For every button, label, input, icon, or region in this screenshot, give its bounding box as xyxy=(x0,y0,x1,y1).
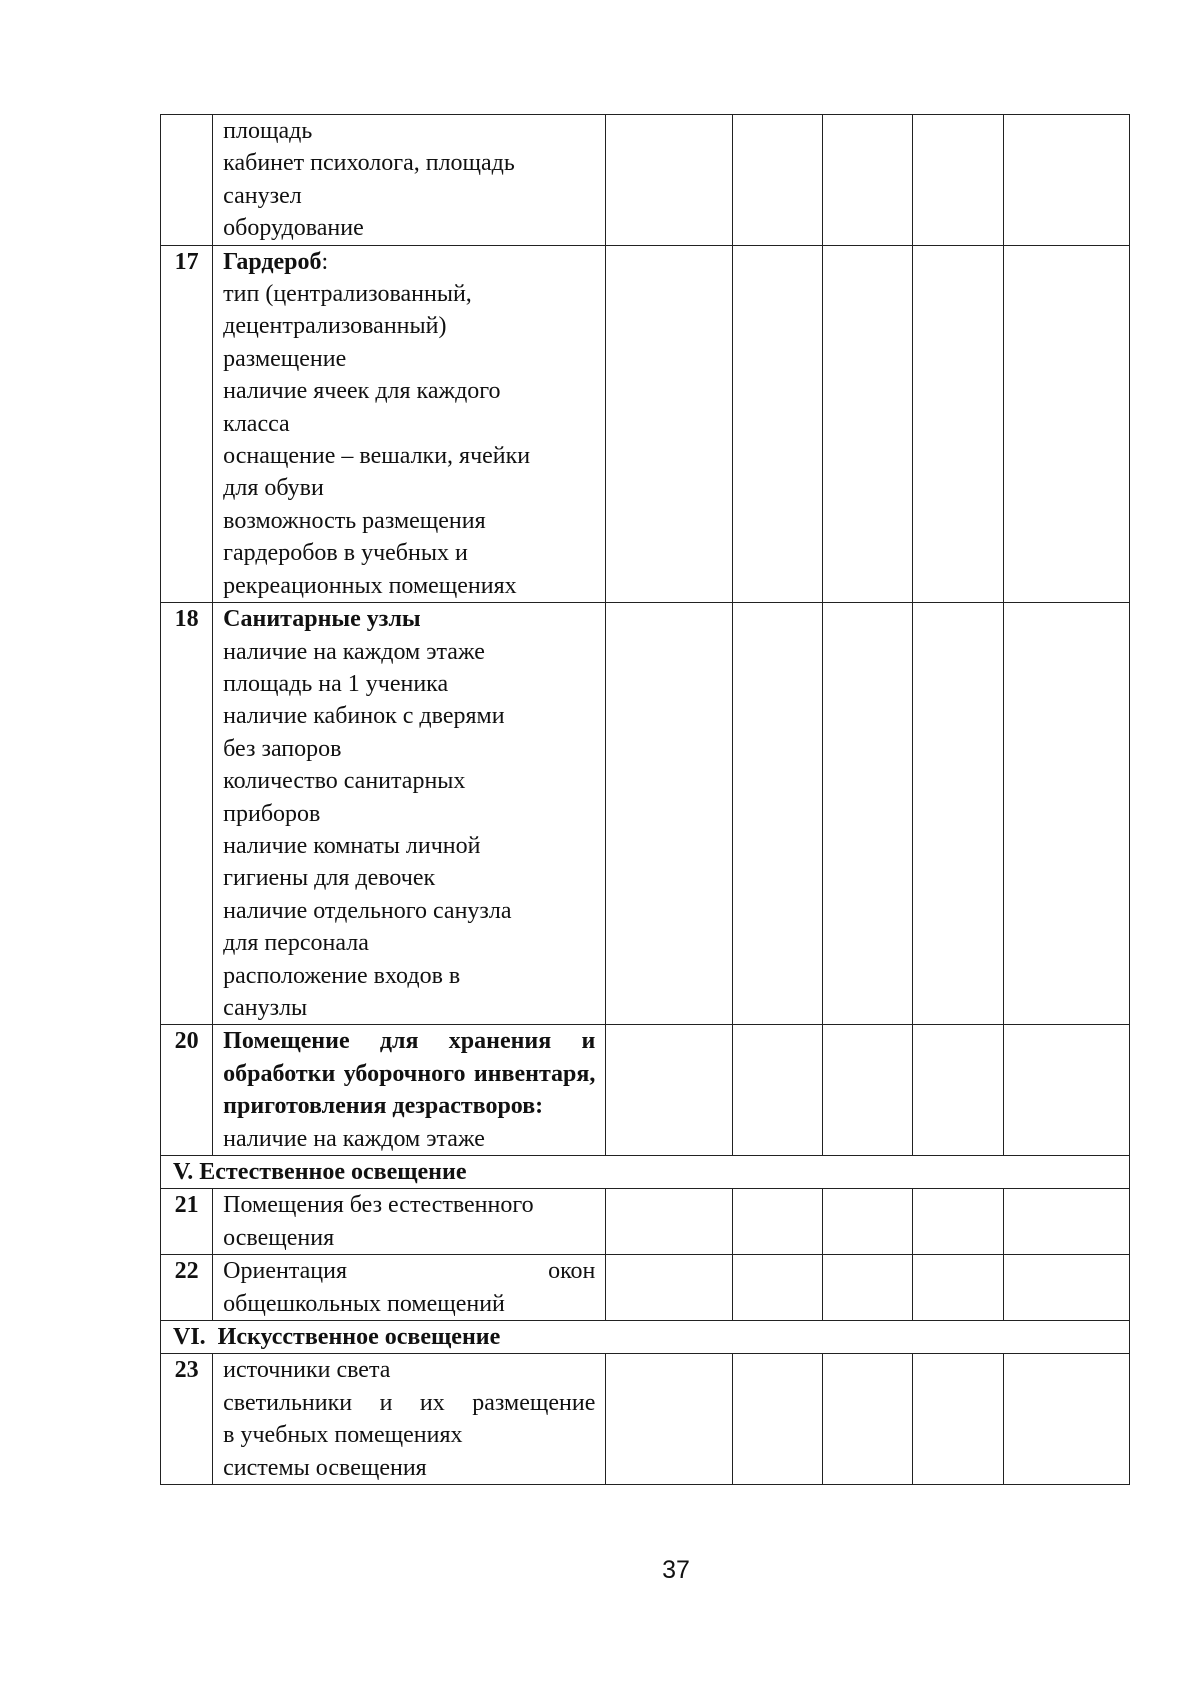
row-line: гигиены для девочек xyxy=(223,865,436,892)
empty-cell xyxy=(1003,603,1129,1025)
empty-cell xyxy=(606,1255,732,1321)
row-line: наличие отдельного санузла xyxy=(223,897,512,924)
empty-cell xyxy=(913,1189,1003,1255)
row-description-cell xyxy=(213,603,606,1025)
table-row xyxy=(161,603,1130,1025)
empty-cell xyxy=(823,1025,913,1156)
empty-cell xyxy=(732,1189,822,1255)
row-number-cell: 23 xyxy=(161,1354,213,1485)
row-line: в учебных помещениях xyxy=(223,1422,463,1449)
empty-cell xyxy=(606,1025,732,1156)
empty-cell xyxy=(1003,1189,1129,1255)
empty-cell xyxy=(913,1255,1003,1321)
row-description-cell xyxy=(213,1189,606,1255)
empty-cell xyxy=(1003,1354,1129,1485)
row-description-cell xyxy=(213,245,606,602)
row-line: гардеробов в учебных и xyxy=(223,540,468,567)
empty-cell xyxy=(823,603,913,1025)
table-row xyxy=(161,1189,1130,1255)
row-line: наличие кабинок с дверями xyxy=(223,703,505,730)
row-number-cell: 17 xyxy=(161,245,213,602)
checklist-table xyxy=(160,114,1130,1485)
row-line: площадь xyxy=(223,118,313,144)
row-number-cell: 21 xyxy=(161,1189,213,1255)
table-row xyxy=(161,1025,1130,1156)
row-title-text: Гардероб xyxy=(223,248,322,275)
table-row xyxy=(161,1255,1130,1321)
row-line: возможность размещения xyxy=(223,507,486,534)
table-row xyxy=(161,115,1130,246)
row-line: рекреационных помещениях xyxy=(223,572,517,599)
row-line: источники света xyxy=(223,1357,391,1384)
section-row xyxy=(161,1156,1130,1189)
row-line: освещения xyxy=(223,1224,335,1251)
empty-cell xyxy=(913,245,1003,602)
row-line: для персонала xyxy=(223,930,369,957)
empty-cell xyxy=(606,603,732,1025)
row-number-cell: 22 xyxy=(161,1255,213,1321)
row-title-suffix: : xyxy=(321,248,329,275)
page-number: 37 xyxy=(662,1556,690,1584)
row-line: децентрализованный) xyxy=(223,313,447,340)
row-description-cell xyxy=(213,1354,606,1485)
row-line: оснащение – вешалки, ячейки xyxy=(223,443,531,470)
empty-cell xyxy=(913,1354,1003,1485)
row-line: кабинет психолога, площадь xyxy=(223,150,515,177)
section-heading: VI. Искусственное освещение xyxy=(161,1321,1130,1354)
row-line: системы освещения xyxy=(223,1454,427,1481)
row-line: санузел xyxy=(223,182,302,209)
empty-cell xyxy=(913,115,1003,246)
empty-cell xyxy=(606,1189,732,1255)
empty-cell xyxy=(823,1354,913,1485)
row-number-cell: 18 xyxy=(161,603,213,1025)
row-line: тип (централизованный, xyxy=(223,281,472,308)
empty-cell xyxy=(823,1189,913,1255)
empty-cell xyxy=(606,1354,732,1485)
row-line: оборудование xyxy=(223,215,364,242)
empty-cell xyxy=(606,245,732,602)
empty-cell xyxy=(913,603,1003,1025)
empty-cell xyxy=(732,1255,822,1321)
row-line: Ориентация окон xyxy=(223,1258,596,1285)
row-number-cell: 20 xyxy=(161,1025,213,1156)
row-number-cell xyxy=(161,115,213,246)
row-title: Санитарные узлы xyxy=(223,606,421,633)
row-line: светильники и их размещение xyxy=(223,1389,596,1416)
row-description-cell xyxy=(213,115,606,246)
empty-cell xyxy=(1003,1255,1129,1321)
section-heading: V. Естественное освещение xyxy=(161,1156,1130,1189)
row-line: наличие на каждом этаже xyxy=(223,638,485,665)
row-line: класса xyxy=(223,410,290,437)
row-title xyxy=(223,246,595,278)
section-row xyxy=(161,1321,1130,1354)
row-title: Помещение для хранения и обработки уборочного инвентаря, приготовления дезрастворов: xyxy=(223,1028,596,1120)
empty-cell xyxy=(823,115,913,246)
row-line: наличие комнаты личной xyxy=(223,832,481,859)
empty-cell xyxy=(732,245,822,602)
row-line: размещение xyxy=(223,345,347,372)
empty-cell xyxy=(823,245,913,602)
empty-cell xyxy=(732,1025,822,1156)
row-line: наличие на каждом этаже xyxy=(223,1125,485,1152)
row-line: для обуви xyxy=(223,475,324,502)
empty-cell xyxy=(732,603,822,1025)
table-row xyxy=(161,1354,1130,1485)
empty-cell xyxy=(823,1255,913,1321)
row-line: без запоров xyxy=(223,735,342,762)
row-line: площадь на 1 ученика xyxy=(223,670,449,697)
empty-cell xyxy=(732,115,822,246)
row-line: общешкольных помещений xyxy=(223,1290,505,1317)
empty-cell xyxy=(606,115,732,246)
empty-cell xyxy=(913,1025,1003,1156)
empty-cell xyxy=(1003,115,1129,246)
row-line: количество санитарных xyxy=(223,768,466,795)
row-description-cell xyxy=(213,1255,606,1321)
table-row xyxy=(161,245,1130,602)
empty-cell xyxy=(1003,1025,1129,1156)
row-line: наличие ячеек для каждого xyxy=(223,378,501,405)
row-line: приборов xyxy=(223,800,321,827)
row-description-cell xyxy=(213,1025,606,1156)
row-line: Помещения без естественного xyxy=(223,1192,534,1219)
row-line: расположение входов в xyxy=(223,962,461,989)
empty-cell xyxy=(732,1354,822,1485)
row-line: санузлы xyxy=(223,994,308,1021)
empty-cell xyxy=(1003,245,1129,602)
